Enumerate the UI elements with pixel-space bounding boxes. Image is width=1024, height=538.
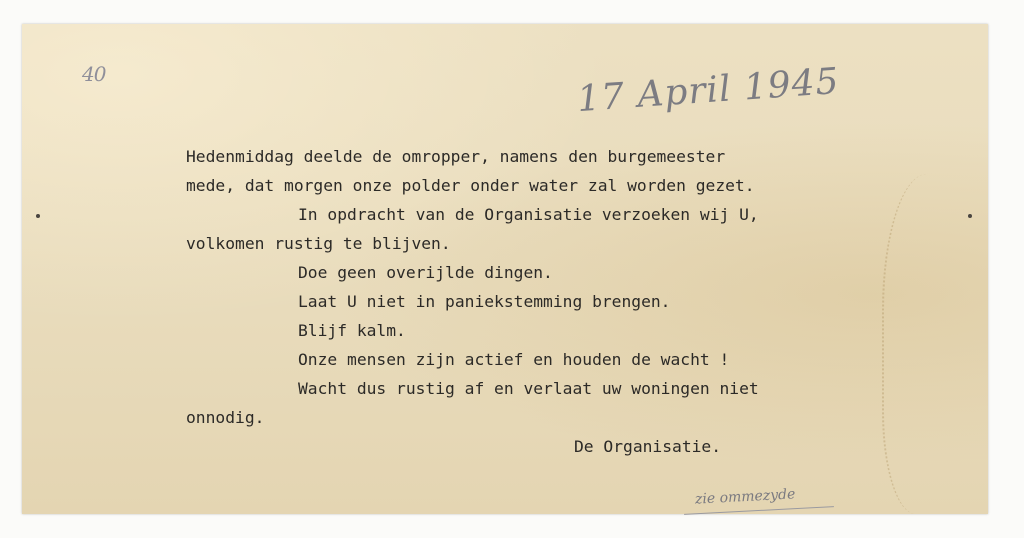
water-stain bbox=[882, 174, 994, 514]
text-line-2: mede, dat morgen onze polder onder water zal worden gezet. bbox=[186, 176, 755, 195]
text-line-1: Hedenmiddag deelde de omropper, namens den burgemeester bbox=[186, 147, 726, 166]
handwritten-date: 17 April 1945 bbox=[575, 60, 841, 121]
text-line-8: Onze mensen zijn actief en houden de wacht ! bbox=[298, 350, 730, 369]
text-line-3: In opdracht van de Organisatie verzoeken wij U, bbox=[298, 205, 759, 224]
page-number: 40 bbox=[82, 62, 106, 86]
paper-sheet bbox=[22, 24, 988, 514]
text-line-9: Wacht dus rustig af en verlaat uw woningen niet bbox=[298, 379, 759, 398]
margin-dot-left bbox=[36, 214, 40, 218]
note-underline bbox=[684, 506, 834, 515]
text-line-10: onnodig. bbox=[186, 408, 265, 427]
text-line-4: volkomen rustig te blijven. bbox=[186, 234, 451, 253]
text-line-6: Laat U niet in paniekstemming brengen. bbox=[298, 292, 671, 311]
handwritten-note: zie ommezyde bbox=[694, 486, 796, 508]
signature: De Organisatie. bbox=[574, 437, 722, 456]
text-line-7: Blijf kalm. bbox=[298, 321, 406, 340]
text-line-5: Doe geen overijlde dingen. bbox=[298, 263, 553, 282]
margin-dot-right bbox=[968, 214, 972, 218]
